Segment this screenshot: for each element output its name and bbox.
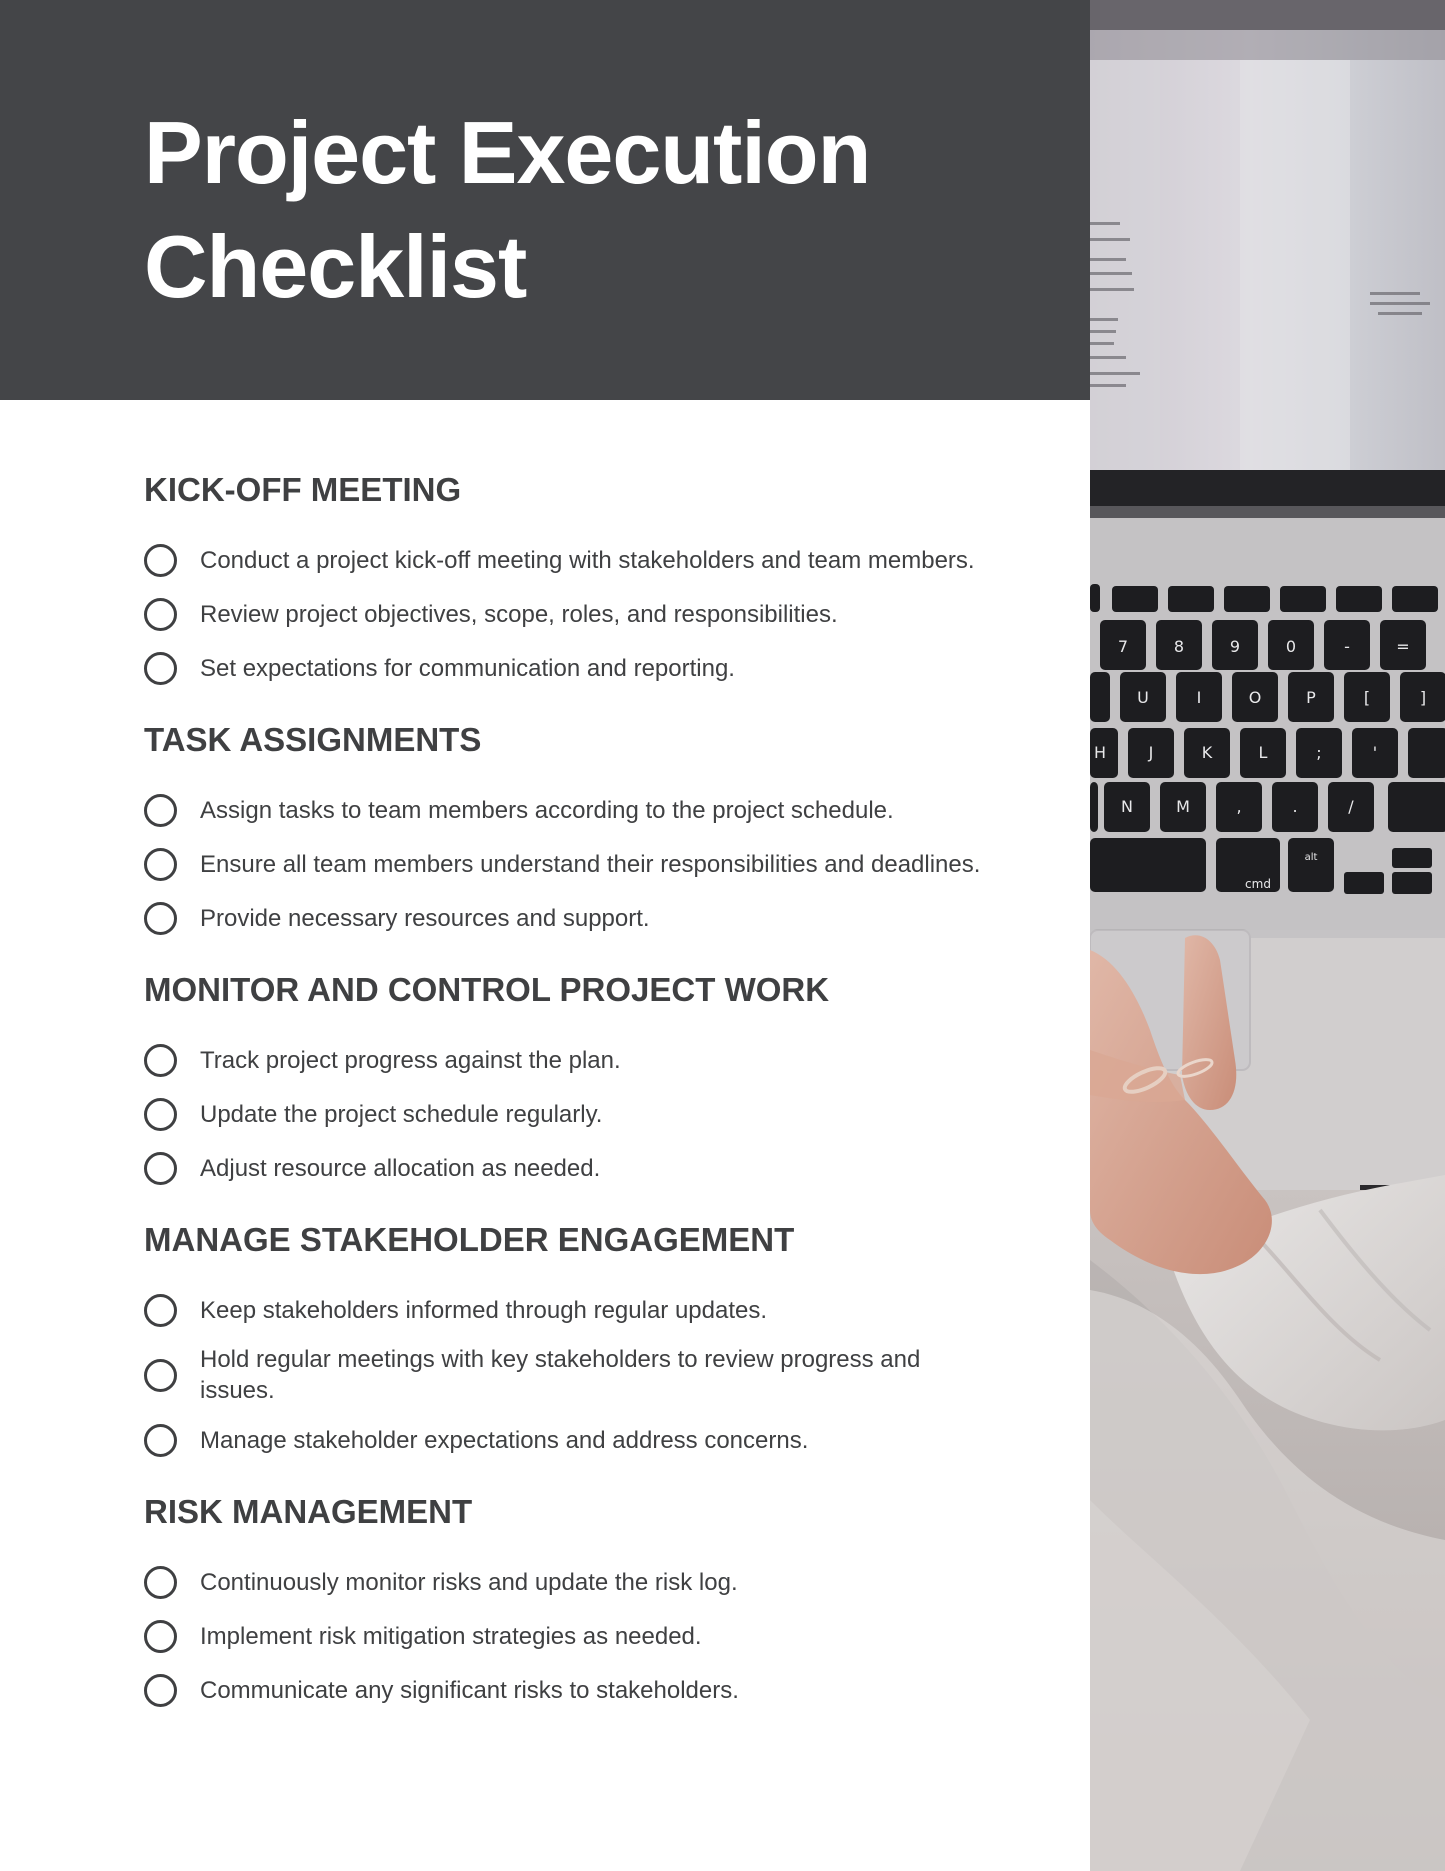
checklist-item[interactable] xyxy=(144,1562,984,1602)
checklist-item-text: Set expectations for communication and reporting. xyxy=(200,654,735,682)
section-task-assignments xyxy=(144,720,984,938)
svg-text:J: J xyxy=(1148,743,1154,762)
section-title: KICK-OFF MEETING xyxy=(144,471,462,508)
svg-text:8: 8 xyxy=(1173,637,1185,656)
checkbox-circle-icon[interactable] xyxy=(144,848,177,881)
svg-text:alt: alt xyxy=(1304,852,1318,863)
section-kick-off-meeting xyxy=(144,470,984,688)
checklist-item[interactable] xyxy=(144,1420,984,1460)
checklist-item[interactable] xyxy=(144,1616,984,1656)
svg-text:/: / xyxy=(1348,797,1354,816)
checklist-item-text: Keep stakeholders informed through regular updates. xyxy=(200,1296,768,1324)
section-title: MANAGE STAKEHOLDER ENGAGEMENT xyxy=(144,1221,795,1258)
checklist-item-text: Track project progress against the plan. xyxy=(200,1046,621,1074)
section-title: RISK MANAGEMENT xyxy=(144,1493,473,1530)
section-title: TASK ASSIGNMENTS xyxy=(144,721,482,758)
checkbox-circle-icon[interactable] xyxy=(144,1359,177,1392)
checklist-item[interactable] xyxy=(144,1670,984,1710)
checklist-item-text: Communicate any significant risks to stakeholders. xyxy=(200,1676,739,1704)
checklist-item[interactable] xyxy=(144,1290,984,1330)
svg-text:': ' xyxy=(1372,743,1378,762)
checkbox-circle-icon[interactable] xyxy=(144,544,177,577)
checkbox-circle-icon[interactable] xyxy=(144,1424,177,1457)
checkbox-circle-icon[interactable] xyxy=(144,794,177,827)
checkbox-circle-icon[interactable] xyxy=(144,1566,177,1599)
checklist-content xyxy=(144,470,984,1742)
checklist-item-text: Conduct a project kick-off meeting with stakeholders and team members. xyxy=(200,546,975,574)
svg-text:K: K xyxy=(1201,743,1213,762)
section-monitor-and-control xyxy=(144,970,984,1188)
checkbox-circle-icon[interactable] xyxy=(144,1620,177,1653)
svg-text:cmd: cmd xyxy=(1245,877,1271,891)
checkbox-circle-icon[interactable] xyxy=(144,902,177,935)
checklist-item[interactable] xyxy=(144,594,984,634)
checklist-item-text: Update the project schedule regularly. xyxy=(200,1100,603,1128)
svg-text:=: = xyxy=(1396,637,1410,656)
checklist-item[interactable] xyxy=(144,790,984,830)
svg-text:P: P xyxy=(1306,688,1316,707)
title-line-1: Project Execution xyxy=(144,103,871,202)
checklist-item-text: Hold regular meetings with key stakeholders to review progress and issues. xyxy=(200,1346,921,1404)
checklist-item[interactable] xyxy=(144,1040,984,1080)
svg-text:N: N xyxy=(1121,797,1133,816)
checklist-item[interactable] xyxy=(144,1094,984,1134)
laptop-photo xyxy=(1090,0,1445,1871)
checkbox-circle-icon[interactable] xyxy=(144,1294,177,1327)
svg-text:M: M xyxy=(1176,797,1190,816)
checklist-item[interactable] xyxy=(144,844,984,884)
svg-text:O: O xyxy=(1248,688,1262,707)
checklist-item-text: Review project objectives, scope, roles, and responsibilities. xyxy=(200,600,838,628)
checklist-item[interactable] xyxy=(144,540,984,580)
svg-text:9: 9 xyxy=(1229,637,1241,656)
header-banner xyxy=(0,0,1090,400)
checkbox-circle-icon[interactable] xyxy=(144,1044,177,1077)
svg-text:7: 7 xyxy=(1117,637,1129,656)
checklist-item[interactable] xyxy=(144,1148,984,1188)
checklist-item[interactable] xyxy=(144,1344,984,1406)
svg-text:]: ] xyxy=(1419,688,1427,707)
checkbox-circle-icon[interactable] xyxy=(144,598,177,631)
checkbox-circle-icon[interactable] xyxy=(144,1098,177,1131)
checkbox-circle-icon[interactable] xyxy=(144,1674,177,1707)
checkbox-circle-icon[interactable] xyxy=(144,652,177,685)
svg-text:H: H xyxy=(1093,743,1107,762)
svg-text:;: ; xyxy=(1316,743,1322,762)
svg-text:-: - xyxy=(1344,637,1350,656)
checklist-item-text: Adjust resource allocation as needed. xyxy=(200,1154,601,1182)
checklist-item-text: Implement risk mitigation strategies as needed. xyxy=(200,1622,702,1650)
svg-text:,: , xyxy=(1236,797,1242,816)
title-line-2: Checklist xyxy=(144,217,527,316)
checklist-item-text: Provide necessary resources and support. xyxy=(200,904,650,932)
section-manage-stakeholder-engagement xyxy=(144,1220,984,1460)
checkbox-circle-icon[interactable] xyxy=(144,1152,177,1185)
checklist-item-text: Manage stakeholder expectations and address concerns. xyxy=(200,1426,809,1454)
checklist-item[interactable] xyxy=(144,648,984,688)
svg-text:.: . xyxy=(1292,797,1298,816)
checklist-item[interactable] xyxy=(144,898,984,938)
checklist-item-text: Continuously monitor risks and update the risk log. xyxy=(200,1568,738,1596)
checklist-item-text: Ensure all team members understand their responsibilities and deadlines. xyxy=(200,850,981,878)
checklist-item-text: Assign tasks to team members according to the project schedule. xyxy=(200,796,894,824)
svg-text:0: 0 xyxy=(1285,637,1297,656)
svg-text:L: L xyxy=(1258,743,1268,762)
svg-text:[: [ xyxy=(1363,688,1371,707)
section-title: MONITOR AND CONTROL PROJECT WORK xyxy=(144,971,830,1008)
section-risk-management xyxy=(144,1492,984,1710)
page-title xyxy=(144,96,1044,324)
svg-text:I: I xyxy=(1196,688,1202,707)
svg-text:U: U xyxy=(1137,688,1149,707)
